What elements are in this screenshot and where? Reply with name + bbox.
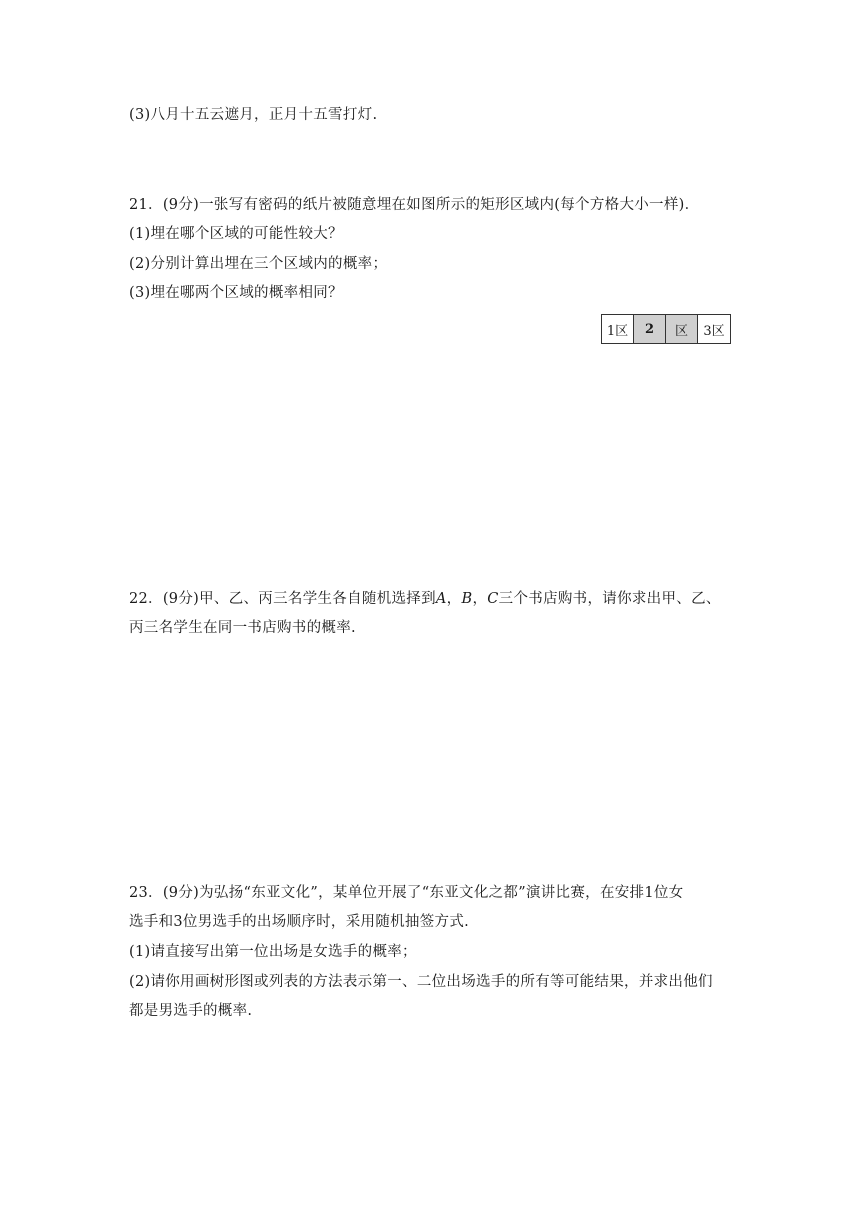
- q22-line2: 丙三名学生在同一书店购书的概率.: [129, 620, 356, 636]
- grid-cell-3: 区: [666, 315, 698, 343]
- q23-part1: (1)请直接写出第一位出场是女选手的概率；: [129, 944, 417, 960]
- q23-part2-line2: 都是男选手的概率.: [129, 1003, 253, 1019]
- grid-cell-4: 3区: [703, 323, 725, 339]
- grid-cell-1: 1区: [602, 315, 634, 343]
- q21-part2: (2)分别计算出埋在三个区域内的概率；: [129, 256, 388, 272]
- q22-sep2: ，: [472, 591, 488, 607]
- q22-text-b: 三个书店购书，请你求出甲、乙、: [498, 591, 721, 607]
- q21-part3: (3)埋在哪两个区域的概率相同？: [129, 285, 343, 301]
- q21-title: 21．(9分)一张写有密码的纸片被随意埋在如图所示的矩形区域内(每个方格大小一样)．: [129, 197, 700, 213]
- q22-line1: [129, 589, 721, 609]
- q22-store-c: C: [487, 591, 499, 607]
- q23-line2: 选手和3位男选手的出场顺序时，采用随机抽签方式.: [129, 914, 470, 930]
- q22-text-a: 22．(9分)甲、乙、丙三名学生各自随机选择到: [129, 591, 436, 607]
- q22-store-a: A: [435, 591, 447, 607]
- q23-part2-line1: (2)请你用画树形图或列表的方法表示第一、二位出场选手的所有等可能结果，并求出他们: [129, 974, 713, 990]
- q21-part1: (1)埋在哪个区域的可能性较大？: [129, 226, 343, 242]
- q22-sep1: ，: [446, 591, 462, 607]
- q23-line1: 23．(9分)为弘扬“东亚文化”，某单位开展了“东亚文化之都”演讲比赛，在安排1位女: [129, 885, 684, 901]
- grid-cell-2: 2: [634, 315, 666, 343]
- region-grid: [601, 314, 731, 344]
- q20-part3-text: (3)八月十五云遮月，正月十五雪打灯.: [129, 107, 378, 123]
- q22-store-b: B: [461, 591, 473, 607]
